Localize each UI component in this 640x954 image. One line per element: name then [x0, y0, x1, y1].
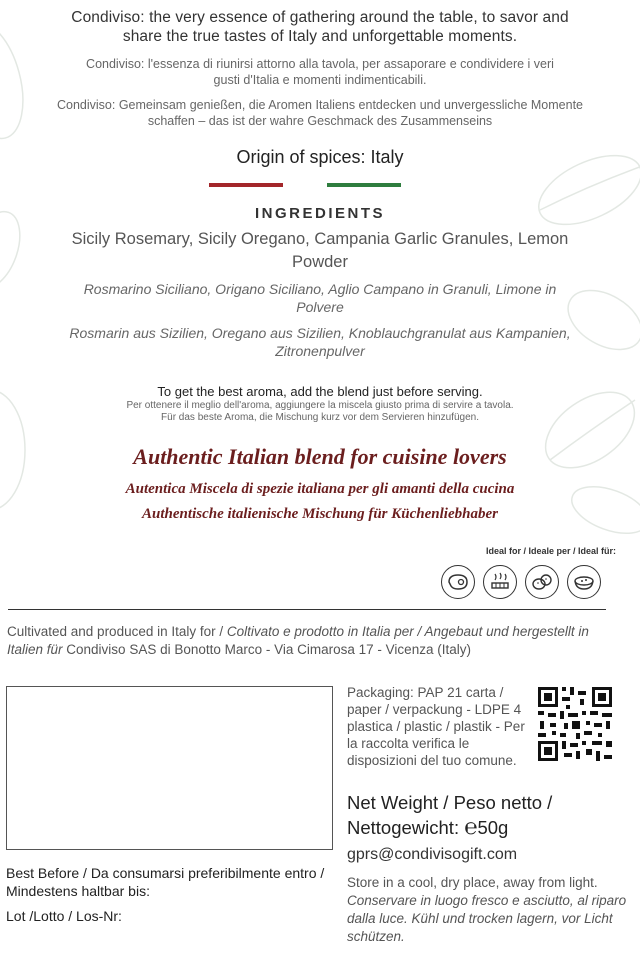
ingredients-title: INGREDIENTS [254, 205, 385, 222]
producer-english: Cultivated and produced in Italy for / [7, 624, 227, 639]
ingredients-english: Sicily Rosemary, Sicily Oregano, Campania Garlic Granules, Lemon Powder [71, 230, 569, 271]
storage-info [347, 874, 637, 946]
ingredients-italian: Rosmarino Siciliano, Origano Siciliano, Aglio Campano in Granuli, Limone in Polvere [83, 281, 557, 315]
producer-italian: Coltivato e prodotto in Italia per [226, 624, 414, 639]
potato-icon [525, 565, 559, 599]
qr-code[interactable] [536, 685, 614, 763]
packaging-info: Packaging: PAP 21 carta / paper / verpackung - LDPE 4 plastica / plastic / plastik - Per la raccolta verifica le disposizioni del tuo comune. [347, 685, 525, 768]
intro-german: Condiviso: Gemeinsam genießen, die Aromen Italiens entdecken und unvergessliche Momente schaffen – das ist der wahre Geschmack des Zusammenseins [57, 98, 583, 128]
tagline-german: Authentische italienische Mischung für Küchenliebhaber [142, 506, 498, 522]
meat-icon [441, 565, 475, 599]
storage-german: Kühl und trocken lagern, vor Licht schützen. [347, 911, 613, 944]
net-weight-line2 [347, 815, 552, 840]
tagline-english: Authentic Italian blend for cuisine lovers [133, 444, 507, 469]
ingredients-german: Rosmarin aus Sizilien, Oregano aus Sizilien, Knoblauchgranulat aus Kampanien, Zitronenpulver [69, 325, 571, 359]
section-divider [8, 609, 606, 610]
label-box [6, 686, 333, 850]
leaf-decoration-left [0, 0, 60, 520]
producer-separator: / [413, 624, 425, 639]
ideal-for-label: Ideal for / Ideale per / Ideal für: [485, 546, 616, 556]
soup-icon [567, 565, 601, 599]
producer-company: Condiviso SAS di Bonotto Marco - Via Cimarosa 17 - Vicenza (Italy) [62, 642, 471, 657]
flag-bar-green [327, 183, 401, 187]
net-weight [347, 791, 552, 840]
producer-german: Angebaut und hergestellt in Italien für [7, 624, 589, 657]
storage-english: Store in a cool, dry place, away from light. [347, 875, 598, 890]
serving-tip-english: To get the best aroma, add the blend just before serving. [157, 384, 483, 399]
serving-tip-italian: Per ottenere il meglio dell'aroma, aggiungere la miscela giusto prima di servire a tavola. [126, 400, 514, 411]
intro-italian: Condiviso: l'essenza di riunirsi attorno alla tavola, per assaporare e condividere i veri gusti d'Italia e momenti indimenticabili. [86, 57, 554, 87]
net-weight-label-line1: Net Weight / Peso netto / [347, 792, 553, 813]
tagline-italian: Autentica Miscela di spezie italiana per gli amanti della cucina [125, 481, 515, 497]
origin-of-spices: Origin of spices: Italy [236, 147, 404, 167]
estimated-sign: ℮ [464, 814, 478, 839]
storage-italian: Conservare in luogo fresco e asciutto, al riparo dalla luce. [347, 893, 627, 926]
serving-tip-german: Für das beste Aroma, die Mischung kurz vor dem Servieren hinzufügen. [161, 412, 479, 423]
producer-info [7, 623, 607, 659]
grill-icon [483, 565, 517, 599]
net-weight-value: 50g [477, 817, 509, 838]
contact-email[interactable]: gprs@condivisogift.com [347, 846, 518, 863]
net-weight-label-line2: Nettogewicht: [347, 817, 465, 838]
lot-number: Lot /Lotto / Los-Nr: [6, 908, 122, 924]
ideal-for-icons [441, 565, 601, 599]
best-before: Best Before / Da consumarsi preferibilmente entro / Mindestens haltbar bis: [6, 865, 325, 899]
flag-bar-red [209, 183, 283, 187]
intro-english: Condiviso: the very essence of gathering around the table, to savor and share the true tastes of Italy and unforgettable moments. [71, 9, 569, 45]
